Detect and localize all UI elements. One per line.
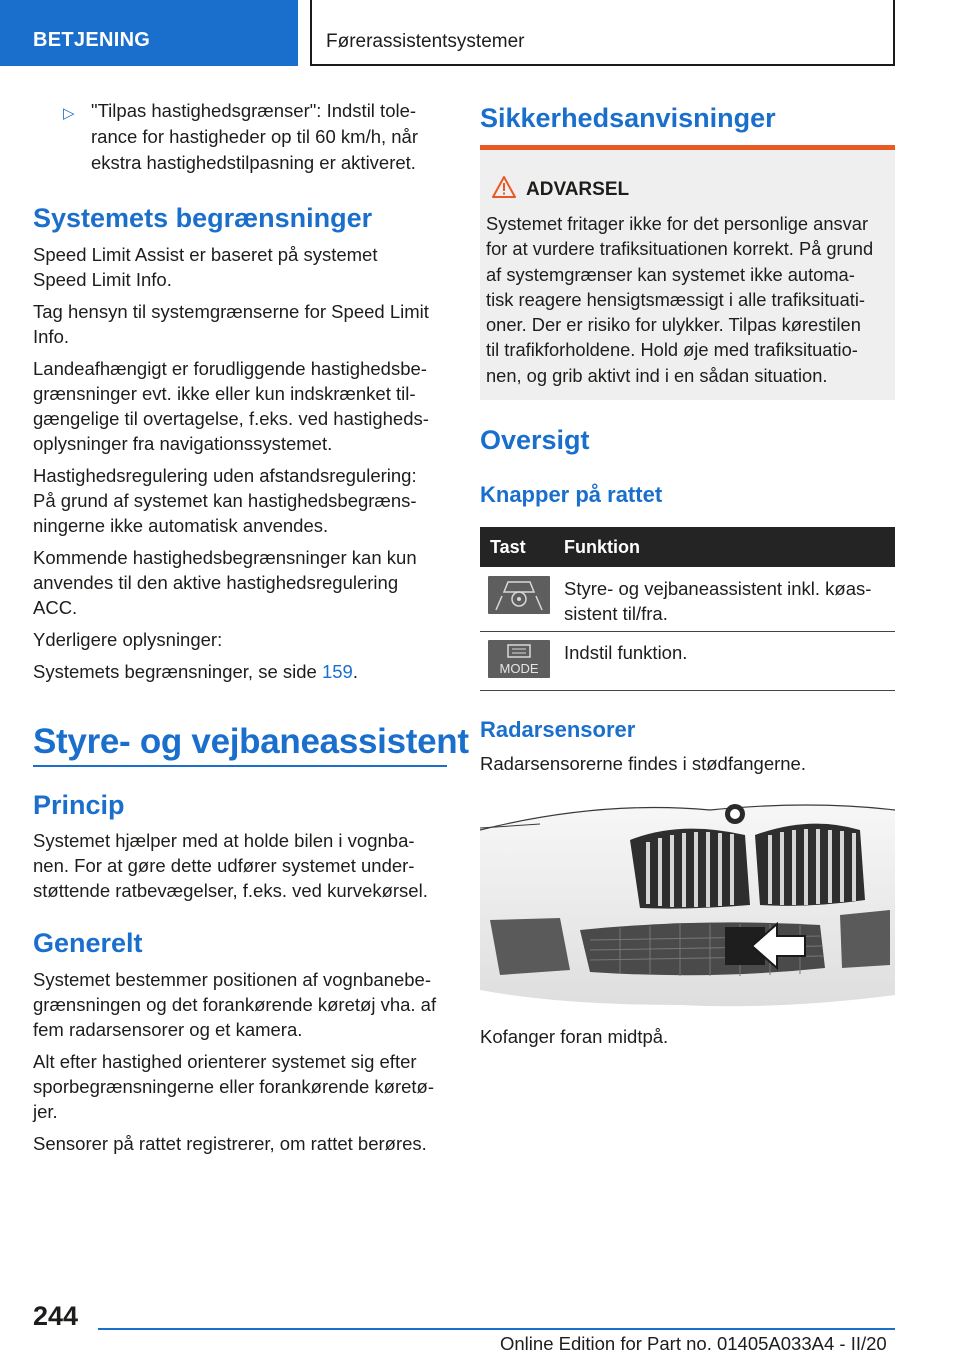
bullet-line: rance for hastigheder op til 60 km/h, når <box>91 126 419 147</box>
paragraph-line: ningerne ikke automatisk anvendes. <box>33 515 329 536</box>
bullet-arrow-icon: ▷ <box>63 105 75 122</box>
bullet-line: ekstra hastighedstilpasning er aktiveret. <box>91 152 416 173</box>
paragraph-line: sporbegrænsningerne eller forankørende køretø- <box>33 1076 435 1097</box>
warning-line: af systemgrænser kan systemet ikke automa- <box>486 263 855 285</box>
edition-text: Online Edition for Part no. 01405A033A4 - II/20 <box>500 1333 887 1354</box>
column-header-key: Tast <box>490 537 526 557</box>
warning-line: nen, og grib aktivt ind i en sådan situation. <box>486 364 828 386</box>
paragraph-line: Kommende hastighedsbegrænsninger kan kun <box>33 547 417 568</box>
warning-line: tisk reagere hensigtsmæssigt i alle trafiksituati- <box>486 288 865 310</box>
chapter-tab <box>310 0 895 66</box>
reference-end: . <box>352 661 358 682</box>
table-header <box>480 527 895 567</box>
row-function <box>564 640 687 665</box>
table-row <box>480 632 895 691</box>
safety-heading: Sikkerhedsanvisninger <box>480 103 776 133</box>
mode-button-icon <box>488 640 550 678</box>
radar-text: Radarsensorerne findes i stødfangerne. <box>480 753 806 774</box>
row-function <box>564 576 871 626</box>
paragraph-line: Hastighedsregulering uden afstandsregulering: <box>33 465 417 486</box>
paragraph-line: grænsninger evt. ikke eller kun indskrænket til- <box>33 383 416 404</box>
lane-assist-steering-icon <box>488 576 550 614</box>
warning-line: til trafikforholdene. Hold øje med trafiksituatio- <box>486 339 858 361</box>
paragraph-line: støttende ratbevægelser, f.eks. ved kurvekørsel. <box>33 880 428 901</box>
image-caption: Kofanger foran midtpå. <box>480 1026 669 1047</box>
heading-rule <box>33 765 447 767</box>
paragraph-line: Info. <box>33 326 69 347</box>
table-row <box>480 567 895 632</box>
row-line: Styre- og vejbaneassistent inkl. køas- <box>564 578 872 599</box>
paragraph-line: Tag hensyn til systemgrænserne for Speed Limit <box>33 301 429 322</box>
paragraph-line: jer. <box>33 1101 58 1122</box>
warning-line: for at vurdere trafiksituationen korrekt. På grund <box>486 238 874 260</box>
page-link[interactable]: 159 <box>321 661 353 682</box>
warning-triangle-icon <box>491 175 517 199</box>
mode-label: MODE <box>499 661 539 676</box>
paragraph-line: Landeafhængigt er forudliggende hastighedsbe- <box>33 358 427 379</box>
paragraph-line: nen. For at gøre dette udfører systemet under- <box>33 855 415 876</box>
car-bumper-image <box>480 790 895 1010</box>
paragraph-line: ACC. <box>33 597 78 618</box>
paragraph-line: Speed Limit Assist er baseret på systemet <box>33 244 378 265</box>
paragraph-line: anvendes til den aktive hastighedsregulering <box>33 572 399 593</box>
chapter-title: Førerassistentsystemer <box>326 31 525 52</box>
row-line: Indstil funktion. <box>564 642 688 663</box>
limits-heading: Systemets begrænsninger <box>33 203 373 233</box>
paragraph-line: Sensorer på rattet registrerer, om rattet berøres. <box>33 1133 427 1154</box>
paragraph-line: fem radarsensorer og et kamera. <box>33 1019 303 1040</box>
paragraph-line: gængelige til overtagelse, f.eks. ved hastigheds- <box>33 408 429 429</box>
paragraph-line: På grund af systemet kan hastighedsbegræns- <box>33 490 417 511</box>
generelt-heading: Generelt <box>33 928 143 958</box>
buttons-heading: Knapper på rattet <box>480 482 663 507</box>
section-tab <box>0 0 298 66</box>
page-number: 244 <box>33 1301 79 1331</box>
paragraph-line: Systemet bestemmer positionen af vognbanebe- <box>33 969 431 990</box>
paragraph-line: oplysninger fra navigationssystemet. <box>33 433 333 454</box>
page-reference <box>33 659 358 684</box>
bullet-line: "Tilpas hastighedsgrænser": Indstil tole- <box>91 100 417 121</box>
warning-line: Systemet fritager ikke for det personlige ansvar <box>486 213 869 234</box>
warning-title: ADVARSEL <box>526 179 630 200</box>
paragraph-line: Speed Limit Info. <box>33 269 172 290</box>
footer-rule <box>98 1328 895 1330</box>
section-title: BETJENING <box>33 29 151 51</box>
warning-body <box>486 211 873 388</box>
radar-heading: Radarsensorer <box>480 717 636 742</box>
column-header-function: Funktion <box>564 537 640 557</box>
paragraph-line: Alt efter hastighed orienterer systemet sig efter <box>33 1051 417 1072</box>
row-line: sistent til/fra. <box>564 603 668 624</box>
paragraph-line: Systemet hjælper med at holde bilen i vognba- <box>33 830 415 851</box>
princip-heading: Princip <box>33 790 125 820</box>
warning-line: oner. Der er risiko for ulykker. Tilpas kørestilen <box>486 314 861 336</box>
paragraph-line: Yderligere oplysninger: <box>33 629 223 650</box>
main-heading: Styre- og vejbaneassistent <box>33 722 469 761</box>
warning-box <box>480 145 895 400</box>
paragraph-line: grænsningen og det forankørende køretøj vha. af <box>33 994 437 1015</box>
reference-text: Systemets begrænsninger, se side <box>33 661 322 682</box>
overview-heading: Oversigt <box>480 425 590 455</box>
